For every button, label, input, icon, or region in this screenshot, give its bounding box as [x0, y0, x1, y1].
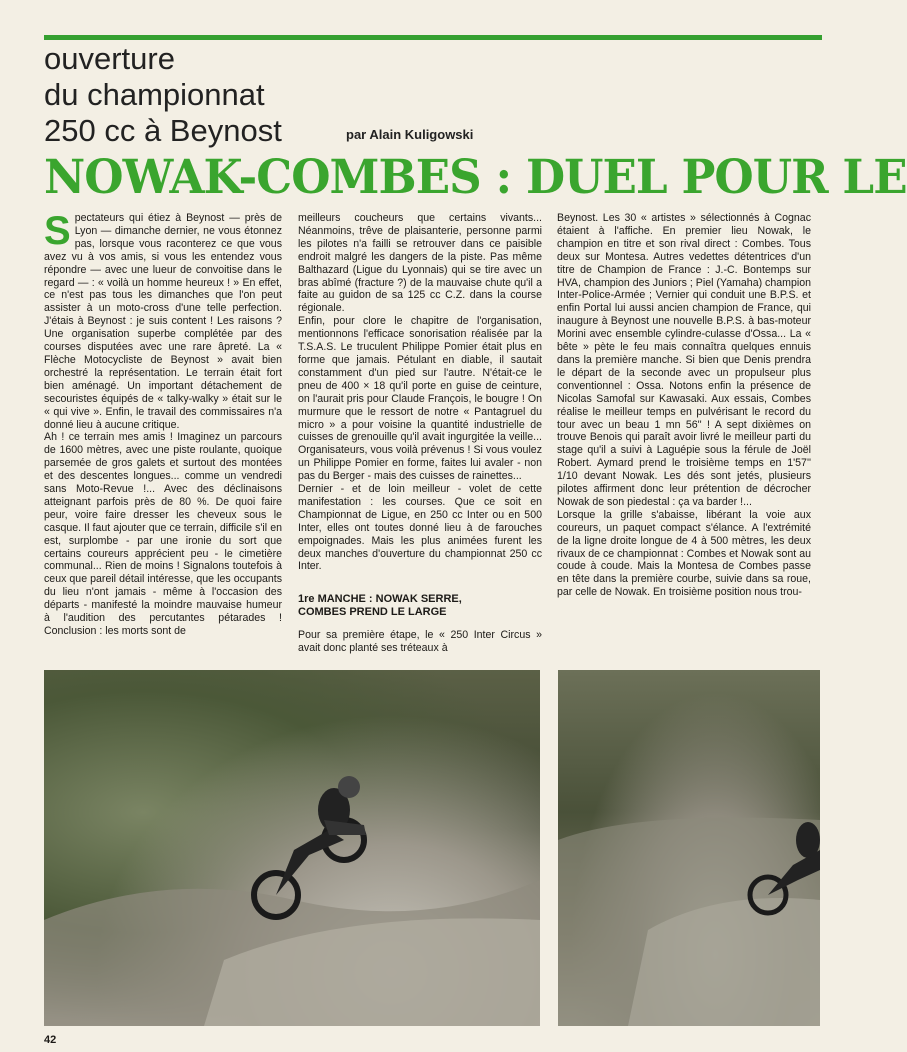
rider-illustration [558, 670, 820, 1026]
paragraph: Enfin, pour clore le chapitre de l'organisation, mentionnons l'efficace sonorisation réalisée par la T.S.A.S. Le truculent Philippe Pomier était plus en forme que jamais. Pétulant en diable, il sautait constamment d'un pied sur l'autre. N'était-ce le pneu de 400 × 18 qu'il porte en guise de ceinture, on l'aurait pris pour Claude François, le bougre ! On murmure que le ressort de notre « Pantagruel du micro » a pour voisine la quantité industrielle de cuisses de grenouille qu'il avait ingurgitée la veille... Organisateurs, vous voilà prévenus ! Si vous voulez un Philippe Pomier en forme, faites lui avaler - non pas du Berger - mais des cuisses de rainettes... [298, 315, 542, 483]
title-line-1: ouverture [44, 41, 175, 76]
paragraph: Pour sa première étape, le « 250 Inter Circus » avait donc planté ses tréteaux à [298, 629, 542, 655]
motocross-second-photo [558, 670, 820, 1026]
title-line-3: 250 cc à Beynost [44, 113, 282, 148]
paragraph: Spectateurs qui étiez à Beynost — près de Lyon — dimanche dernier, ne vous étonnez pas, lorsque vous raconterez ce que vous avez vu à vos amis, si vous les entendez vous répondre — avec une lueur de convoitise dans le regard — : « voilà un homme heureux ! » En effet, ce n'est pas tous les dimanches que l'on peut assister à un moto-cross d'une telle perfection. J'étais à Beynost : je suis content ! Les raisons ? Une organisation superbe complétée par des courses disputées avec une rare âpreté. La « Flèche Motocycliste de Beynost » avait bien orchestré la représentation. Le terrain était fort bien aménagé. Un important détachement de secouristes équipés de « talky-walky » était sur le « qui vive ». Enfin, le travail des commissaires n'a donné lieu à aucune critique. [44, 209, 282, 431]
article-column-3 [557, 212, 811, 662]
byline: par Alain Kuligowski [346, 127, 474, 142]
paragraph: Dernier - et de loin meilleur - volet de cette manifestation : les courses. Que ce soit en Championnat de Ligue, en 250 cc Inter ou en 500 Inter, elles ont toutes donné lieu à de farouches empoignades. Mais les plus animées furent les deux manches d'ouverture du championnat 250 cc Inter. [298, 483, 542, 573]
article-title [44, 41, 282, 149]
page-number: 42 [44, 1034, 57, 1046]
paragraph: Beynost. Les 30 « artistes » sélectionnés à Cognac étaient à l'affiche. En premier lieu Nowak, le champion en titre et son rival direct : Combes. Tous deux sur Montesa. Autres vedettes détentrices d'un titre de Champion de France : J.-C. Bontemps sur HVA, champion des Juniors ; Piel (Yamaha) champion Inter-Police-Armée ; Vernier qui conduit une B.P.S. et enfin Portal lui aussi ancien champion de France, qui inaugure à Beynost une nouvelle B.P.S. à bas-moteur Morini avec ensemble cylindre-culasse d'Ossa... La « bête » pète le feu mais connaîtra quelques ennuis dans la première manche. Si bien que Denis prendra le départ de la seconde avec un propulseur plus conventionnel : Ossa. Notons enfin la présence de Nicolas Samofal sur Kawasaki. Aux essais, Combes réalise le meilleur temps en pulvérisant le record du tour avec un beau 1 mn 56'' ! A sept dixièmes on trouve Benois qui paraît avoir livré le meilleur parti du stage qu'il a suivi à Laguépie sous la férule de Joël Robert. Aymard prend le troisième temps en 1'57'' 1/10 devant Nowak. Les dés sont jetés, plusieurs pilotes affirment donc leur prétention de décrocher Nowak de son piedestal : ça va barder !... [557, 212, 811, 508]
headline: NOWAK-COMBES : DUEL POUR LE [44, 150, 907, 205]
top-rule [44, 35, 822, 40]
article-column-1 [44, 209, 282, 662]
rider-illustration [44, 670, 540, 1026]
title-line-2: du championnat [44, 77, 265, 112]
drop-cap: S [44, 209, 71, 253]
paragraph: Lorsque la grille s'abaisse, libérant la voie aux coureurs, un paquet compact s'élance. A l'extrémité de la ligne droite longue de 4 à 500 mètres, les deux rivaux de ce championnat : Combes et Nowak sont au coude à coude. Mais la Montesa de Combes passe en tête dans la première courbe, suivie dans sa roue, par celle de Nowak. En troisième position nous trou- [557, 508, 811, 599]
paragraph: Ah ! ce terrain mes amis ! Imaginez un parcours de 1600 mètres, avec une piste roulante, quoique parsemée de gros galets et surtout des montées et des descentes longues... comme un vendredi sans Moto-Revue !... Avec des déclinaisons atteignant parfois près de 80 %. De quoi faire peur, voire faire dresser les cheveux sous le casque. Il faut ajouter que ce terrain, difficile s'il en est, surplombe - par une ironie du sort que certains coureurs apprécient peu - le cimetière communal... Rien de moins ! Signalons toutefois à ceux que pareil détail intéresse, que les occupants du lieu n'ont jamais - même à l'occasion des départs - manifesté la moindre mauvaise humeur à l'audition des percutantes pétarades ! Conclusion : les morts sont de [44, 431, 282, 637]
paragraph: meilleurs coucheurs que certains vivants... Néanmoins, trêve de plaisanterie, personne parmi les pilotes n'a failli se retrouver dans ce paisible endroit malgré les dangers de la piste. Pas même Balthazard (Ligue du Lyonnais) qui se tire avec un bras abîmé (fracture ?) de la mauvaise chute qu'il a faite au guidon de sa 125 cc C.Z. dans la course régionale. [298, 212, 542, 315]
article-column-2 [298, 212, 542, 662]
motocross-rider-photo [44, 670, 540, 1026]
section-subheading: 1re MANCHE : NOWAK SERRE, COMBES PREND LE LARGE [298, 593, 462, 619]
